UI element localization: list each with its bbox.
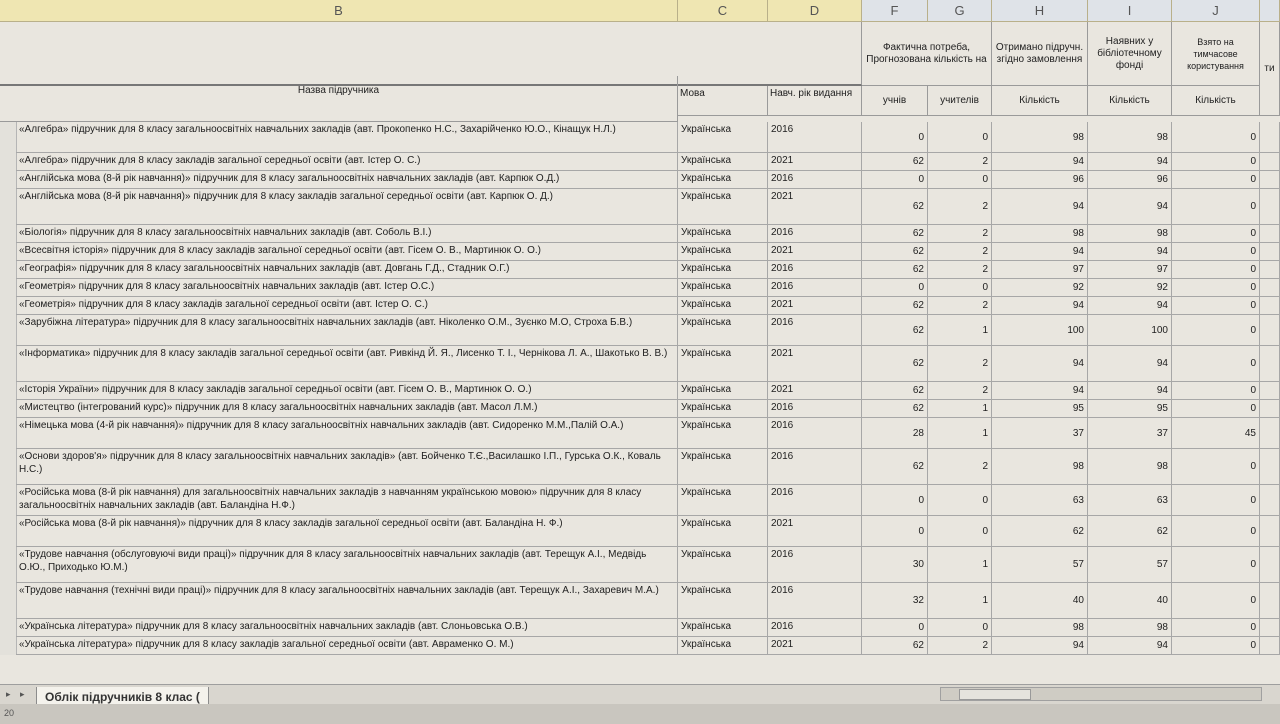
cell-temp[interactable]: 0 <box>1172 225 1260 243</box>
column-header-h[interactable]: H <box>992 0 1088 22</box>
table-row <box>0 297 1280 315</box>
cell-extra[interactable] <box>1260 583 1280 619</box>
cell-students[interactable]: 62 <box>862 189 928 225</box>
cell-students[interactable]: 28 <box>862 418 928 449</box>
table-row <box>0 619 1280 637</box>
table-row <box>0 153 1280 171</box>
cell-temp[interactable]: 0 <box>1172 153 1260 171</box>
cell-students[interactable]: 62 <box>862 243 928 261</box>
cell-available[interactable]: 62 <box>1088 516 1172 547</box>
cell-students[interactable]: 62 <box>862 153 928 171</box>
row-header[interactable] <box>0 485 17 516</box>
table-row <box>0 243 1280 261</box>
cell-title[interactable]: «Українська література» підручник для 8 класу загальноосвітніх навчальних закладів (авт. Слоньовська О.В.) <box>16 619 678 637</box>
header-title-column[interactable]: Назва підручника <box>0 76 678 106</box>
cell-title[interactable]: «Історія України» підручник для 8 класу закладів загальної середньої освіти (авт. Гісем О. В., Мартинюк О. О.) <box>16 382 678 400</box>
cell-temp[interactable]: 0 <box>1172 619 1260 637</box>
cell-temp[interactable]: 0 <box>1172 400 1260 418</box>
cell-extra[interactable] <box>1260 171 1280 189</box>
cell-students[interactable]: 0 <box>862 619 928 637</box>
cell-temp[interactable]: 0 <box>1172 583 1260 619</box>
cell-students[interactable]: 32 <box>862 583 928 619</box>
horizontal-scrollbar[interactable] <box>940 687 1262 701</box>
cell-year[interactable]: 2016 <box>768 315 862 346</box>
cell-lang[interactable]: Українська <box>678 637 768 655</box>
cell-extra[interactable] <box>1260 449 1280 485</box>
cell-title[interactable]: «Геометрія» підручник для 8 класу закладів загальної середньої освіти (авт. Істер О. С.) <box>16 297 678 315</box>
cell-title[interactable]: «Основи здоров'я» підручник для 8 класу загальноосвітніх навчальних закладів» (авт. Бойченко Т.Є.,Василашко І.П., Гурська О.К., Коваль Н.С.) <box>16 449 678 485</box>
row-header[interactable] <box>0 171 17 189</box>
cell-year[interactable]: 2021 <box>768 297 862 315</box>
cell-students[interactable]: 62 <box>862 261 928 279</box>
column-header-i[interactable]: I <box>1088 0 1172 22</box>
cell-available[interactable]: 63 <box>1088 485 1172 516</box>
cell-received[interactable]: 94 <box>992 346 1088 382</box>
status-left-text: 20 <box>4 708 15 718</box>
cell-title[interactable]: «Українська література» підручник для 8 класу закладів загальної середньої освіти (авт. Авраменко О. М.) <box>16 637 678 655</box>
row-header[interactable] <box>0 547 17 583</box>
cell-teachers[interactable]: 2 <box>928 637 992 655</box>
cell-extra[interactable] <box>1260 547 1280 583</box>
cell-teachers[interactable]: 2 <box>928 297 992 315</box>
cell-year[interactable]: 2016 <box>768 122 862 153</box>
header-count-temporary[interactable]: Кількість <box>1172 86 1260 116</box>
cell-temp[interactable]: 0 <box>1172 637 1260 655</box>
cell-temp[interactable]: 0 <box>1172 449 1260 485</box>
cell-extra[interactable] <box>1260 400 1280 418</box>
cell-year[interactable]: 2021 <box>768 516 862 547</box>
cell-available[interactable]: 57 <box>1088 547 1172 583</box>
cell-received[interactable]: 94 <box>992 637 1088 655</box>
cell-students[interactable]: 0 <box>862 279 928 297</box>
cell-lang[interactable]: Українська <box>678 449 768 485</box>
cell-title[interactable]: «Російська мова (8-й рік навчання) для загальноосвітніх навчальних закладів з навчанням українською мовою» підручник для 8 класу загальноосвітніх навчальних закладів (авт. Баландіна Н.Ф.) <box>16 485 678 516</box>
cell-available[interactable]: 94 <box>1088 243 1172 261</box>
column-header-b[interactable]: B <box>0 0 678 22</box>
cell-teachers[interactable]: 2 <box>928 225 992 243</box>
table-row <box>0 279 1280 297</box>
cell-available[interactable]: 100 <box>1088 315 1172 346</box>
cell-extra[interactable] <box>1260 297 1280 315</box>
header-extra[interactable]: ти <box>1260 22 1280 116</box>
table-row <box>0 171 1280 189</box>
cell-received[interactable]: 98 <box>992 449 1088 485</box>
header-received[interactable]: Отримано підручн. згідно замовлення <box>992 22 1088 86</box>
header-language[interactable]: Мова <box>678 86 768 116</box>
cell-lang[interactable]: Українська <box>678 122 768 153</box>
cell-available[interactable]: 94 <box>1088 297 1172 315</box>
cell-lang[interactable]: Українська <box>678 485 768 516</box>
cell-year[interactable]: 2021 <box>768 243 862 261</box>
cell-title[interactable]: «Німецька мова (4-й рік навчання)» підручник для 8 класу загальноосвітніх навчальних закладів (авт. Сидоренко М.М.,Палій О.А.) <box>16 418 678 449</box>
cell-students[interactable]: 62 <box>862 449 928 485</box>
cell-available[interactable]: 97 <box>1088 261 1172 279</box>
cell-teachers[interactable]: 0 <box>928 171 992 189</box>
table-row <box>0 449 1280 485</box>
cell-lang[interactable]: Українська <box>678 279 768 297</box>
cell-available[interactable]: 94 <box>1088 637 1172 655</box>
cell-students[interactable]: 0 <box>862 485 928 516</box>
cell-extra[interactable] <box>1260 382 1280 400</box>
cell-students[interactable]: 30 <box>862 547 928 583</box>
cell-received[interactable]: 62 <box>992 516 1088 547</box>
row-header[interactable] <box>0 346 17 382</box>
cell-lang[interactable]: Українська <box>678 315 768 346</box>
cell-year[interactable]: 2021 <box>768 382 862 400</box>
cell-teachers[interactable]: 2 <box>928 243 992 261</box>
cell-extra[interactable] <box>1260 315 1280 346</box>
cell-year[interactable]: 2021 <box>768 637 862 655</box>
row-header[interactable] <box>0 122 17 153</box>
cell-year[interactable]: 2016 <box>768 619 862 637</box>
row-header[interactable] <box>0 279 17 297</box>
column-header-d[interactable]: D <box>768 0 862 22</box>
table-row <box>0 382 1280 400</box>
cell-title[interactable]: «Англійська мова (8-й рік навчання)» підручник для 8 класу закладів загальної середньої освіти (авт. Карпюк О. Д.) <box>16 189 678 225</box>
cell-received[interactable]: 40 <box>992 583 1088 619</box>
row-header[interactable] <box>0 583 17 619</box>
cell-students[interactable]: 62 <box>862 637 928 655</box>
cell-received[interactable]: 97 <box>992 261 1088 279</box>
cell-teachers[interactable]: 0 <box>928 279 992 297</box>
header-year[interactable]: Навч. рік видання <box>768 86 862 116</box>
cell-received[interactable]: 94 <box>992 382 1088 400</box>
cell-teachers[interactable]: 0 <box>928 122 992 153</box>
cell-lang[interactable]: Українська <box>678 382 768 400</box>
cell-extra[interactable] <box>1260 485 1280 516</box>
cell-year[interactable]: 2021 <box>768 189 862 225</box>
table-row <box>0 547 1280 583</box>
cell-year[interactable]: 2016 <box>768 225 862 243</box>
cell-received[interactable]: 100 <box>992 315 1088 346</box>
header-students[interactable]: учнів <box>862 86 928 116</box>
cell-lang[interactable]: Українська <box>678 153 768 171</box>
cell-year[interactable]: 2016 <box>768 485 862 516</box>
cell-teachers[interactable]: 0 <box>928 619 992 637</box>
sheet-tab[interactable]: Облік підручників 8 клас ( <box>36 687 209 708</box>
cell-lang[interactable]: Українська <box>678 225 768 243</box>
column-header-g[interactable]: G <box>928 0 992 22</box>
table-row <box>0 225 1280 243</box>
cell-teachers[interactable]: 1 <box>928 583 992 619</box>
table-row <box>0 261 1280 279</box>
cell-extra[interactable] <box>1260 637 1280 655</box>
cell-title[interactable]: «Англійська мова (8-й рік навчання)» підручник для 8 класу загальноосвітніх навчальних закладів (авт. Карпюк О.Д.) <box>16 171 678 189</box>
cell-lang[interactable]: Українська <box>678 297 768 315</box>
cell-teachers[interactable]: 1 <box>928 315 992 346</box>
table-row <box>0 315 1280 346</box>
header-temporary[interactable]: Взято на тимчасове користування <box>1172 22 1260 86</box>
cell-extra[interactable] <box>1260 225 1280 243</box>
cell-extra[interactable] <box>1260 418 1280 449</box>
cell-received[interactable]: 98 <box>992 122 1088 153</box>
cell-temp[interactable]: 0 <box>1172 346 1260 382</box>
column-header-f[interactable]: F <box>862 0 928 22</box>
cell-extra[interactable] <box>1260 153 1280 171</box>
cell-temp[interactable]: 0 <box>1172 485 1260 516</box>
cell-teachers[interactable]: 2 <box>928 261 992 279</box>
cell-title[interactable]: «Трудове навчання (обслуговуючі види праці)» підручник для 8 класу загальноосвітніх навчальних закладів (авт. Терещук А.І., Медвідь О.Ю., Приходько Ю.М.) <box>16 547 678 583</box>
cell-year[interactable]: 2021 <box>768 153 862 171</box>
table-row <box>0 400 1280 418</box>
cell-students[interactable]: 62 <box>862 382 928 400</box>
status-bar <box>0 704 1280 724</box>
cell-year[interactable]: 2016 <box>768 261 862 279</box>
row-header[interactable] <box>0 297 17 315</box>
cell-temp[interactable]: 0 <box>1172 547 1260 583</box>
cell-available[interactable]: 94 <box>1088 346 1172 382</box>
row-header[interactable] <box>0 449 17 485</box>
cell-available[interactable]: 96 <box>1088 171 1172 189</box>
cell-extra[interactable] <box>1260 243 1280 261</box>
cell-received[interactable]: 94 <box>992 297 1088 315</box>
cell-lang[interactable]: Українська <box>678 261 768 279</box>
cell-title[interactable]: «Алгебра» підручник для 8 класу закладів загальної середньої освіти (авт. Істер О. С.) <box>16 153 678 171</box>
cell-available[interactable]: 94 <box>1088 189 1172 225</box>
cell-teachers[interactable]: 0 <box>928 485 992 516</box>
header-need-group[interactable]: Фактична потреба, Прогнозована кількість на <box>862 22 992 86</box>
header-teachers[interactable]: учителів <box>928 86 992 116</box>
cell-students[interactable]: 62 <box>862 225 928 243</box>
cell-received[interactable]: 92 <box>992 279 1088 297</box>
row-header[interactable] <box>0 189 17 225</box>
cell-lang[interactable]: Українська <box>678 400 768 418</box>
cell-year[interactable]: 2016 <box>768 400 862 418</box>
cell-received[interactable]: 96 <box>992 171 1088 189</box>
cell-teachers[interactable]: 1 <box>928 547 992 583</box>
header-spacer <box>0 106 678 122</box>
cell-students[interactable]: 0 <box>862 516 928 547</box>
cell-teachers[interactable]: 1 <box>928 400 992 418</box>
cell-temp[interactable]: 0 <box>1172 243 1260 261</box>
cell-available[interactable]: 95 <box>1088 400 1172 418</box>
cell-extra[interactable] <box>1260 261 1280 279</box>
row-header[interactable] <box>0 400 17 418</box>
cell-available[interactable]: 37 <box>1088 418 1172 449</box>
cell-title[interactable]: «Російська мова (8-й рік навчання)» підручник для 8 класу закладів загальної середньої освіти (авт. Баландіна Н. Ф.) <box>16 516 678 547</box>
row-header[interactable] <box>0 153 17 171</box>
row-header[interactable] <box>0 261 17 279</box>
cell-year[interactable]: 2016 <box>768 449 862 485</box>
cell-year[interactable]: 2016 <box>768 547 862 583</box>
cell-temp[interactable]: 0 <box>1172 516 1260 547</box>
cell-title[interactable]: «Зарубіжна література» підручник для 8 класу загальноосвітніх навчальних закладів (авт. Ніколенко О.М., Зуєнко М.О, Строха Б.В.) <box>16 315 678 346</box>
cell-title[interactable]: «Географія» підручник для 8 класу загальноосвітніх навчальних закладів (авт. Довгань Г.Д., Стадник О.Г.) <box>16 261 678 279</box>
cell-received[interactable]: 94 <box>992 189 1088 225</box>
cell-title[interactable]: «Інформатика» підручник для 8 класу закладів загальної середньої освіти (авт. Ривкінд Й. Я., Лисенко Т. І., Чернікова Л. А., Шакотько В. В.) <box>16 346 678 382</box>
cell-available[interactable]: 92 <box>1088 279 1172 297</box>
cell-lang[interactable]: Українська <box>678 583 768 619</box>
column-header-j[interactable]: J <box>1172 0 1260 22</box>
cell-lang[interactable]: Українська <box>678 547 768 583</box>
cell-students[interactable]: 0 <box>862 122 928 153</box>
cell-received[interactable]: 98 <box>992 619 1088 637</box>
cell-title[interactable]: «Алгебра» підручник для 8 класу загальноосвітніх навчальних закладів (авт. Прокопенко Н.С., Захарійченко Ю.О., Кінащук Н.Л.) <box>16 122 678 153</box>
cell-year[interactable]: 2016 <box>768 171 862 189</box>
cell-extra[interactable] <box>1260 516 1280 547</box>
cell-received[interactable]: 94 <box>992 153 1088 171</box>
row-header[interactable] <box>0 243 17 261</box>
cell-extra[interactable] <box>1260 346 1280 382</box>
cell-students[interactable]: 0 <box>862 171 928 189</box>
row-header[interactable] <box>0 418 17 449</box>
row-header[interactable] <box>0 315 17 346</box>
row-header[interactable] <box>0 516 17 547</box>
cell-temp[interactable]: 0 <box>1172 189 1260 225</box>
cell-year[interactable]: 2021 <box>768 346 862 382</box>
cell-temp[interactable]: 0 <box>1172 171 1260 189</box>
cell-students[interactable]: 62 <box>862 346 928 382</box>
table-row <box>0 418 1280 449</box>
table-row <box>0 583 1280 619</box>
cell-received[interactable]: 37 <box>992 418 1088 449</box>
cell-available[interactable]: 98 <box>1088 619 1172 637</box>
cell-teachers[interactable]: 1 <box>928 418 992 449</box>
cell-extra[interactable] <box>1260 279 1280 297</box>
cell-lang[interactable]: Українська <box>678 243 768 261</box>
table-row <box>0 122 1280 153</box>
table-row <box>0 485 1280 516</box>
column-header-c[interactable]: C <box>678 0 768 22</box>
cell-available[interactable]: 98 <box>1088 225 1172 243</box>
cell-extra[interactable] <box>1260 122 1280 153</box>
cell-received[interactable]: 98 <box>992 225 1088 243</box>
cell-temp[interactable]: 0 <box>1172 122 1260 153</box>
scrollbar-thumb[interactable] <box>959 689 1031 700</box>
cell-available[interactable]: 98 <box>1088 122 1172 153</box>
cell-title[interactable]: «Всесвітня історія» підручник для 8 класу закладів загальної середньої освіти (авт. Гісем О. В., Мартинюк О. О.) <box>16 243 678 261</box>
row-header[interactable] <box>0 225 17 243</box>
cell-available[interactable]: 94 <box>1088 153 1172 171</box>
cell-temp[interactable]: 45 <box>1172 418 1260 449</box>
table-row <box>0 346 1280 382</box>
table-row <box>0 637 1280 655</box>
cell-lang[interactable]: Українська <box>678 346 768 382</box>
row-header[interactable] <box>0 382 17 400</box>
cell-extra[interactable] <box>1260 189 1280 225</box>
header-count-available[interactable]: Кількість <box>1088 86 1172 116</box>
row-header[interactable] <box>0 637 17 655</box>
cell-received[interactable]: 63 <box>992 485 1088 516</box>
cell-temp[interactable]: 0 <box>1172 297 1260 315</box>
cell-teachers[interactable]: 2 <box>928 382 992 400</box>
first-sheet-icon[interactable]: ▸ <box>6 689 11 699</box>
cell-teachers[interactable]: 2 <box>928 449 992 485</box>
header-count-received[interactable]: Кількість <box>992 86 1088 116</box>
cell-available[interactable]: 40 <box>1088 583 1172 619</box>
cell-temp[interactable]: 0 <box>1172 279 1260 297</box>
column-header-k[interactable] <box>1260 0 1280 22</box>
cell-available[interactable]: 94 <box>1088 382 1172 400</box>
cell-title[interactable]: «Мистецтво (інтегрований курс)» підручник для 8 класу загальноосвітніх навчальних закладів (авт. Масол Л.М.) <box>16 400 678 418</box>
cell-teachers[interactable]: 2 <box>928 153 992 171</box>
cell-received[interactable]: 94 <box>992 243 1088 261</box>
cell-teachers[interactable]: 2 <box>928 346 992 382</box>
cell-students[interactable]: 62 <box>862 400 928 418</box>
cell-teachers[interactable]: 0 <box>928 516 992 547</box>
cell-lang[interactable]: Українська <box>678 189 768 225</box>
cell-lang[interactable]: Українська <box>678 516 768 547</box>
cell-temp[interactable]: 0 <box>1172 315 1260 346</box>
cell-teachers[interactable]: 2 <box>928 189 992 225</box>
cell-lang[interactable]: Українська <box>678 619 768 637</box>
cell-temp[interactable]: 0 <box>1172 261 1260 279</box>
cell-year[interactable]: 2016 <box>768 418 862 449</box>
row-header[interactable] <box>0 619 17 637</box>
header-available[interactable]: Наявних у бібліотечному фонді <box>1088 22 1172 86</box>
cell-available[interactable]: 98 <box>1088 449 1172 485</box>
table-row <box>0 516 1280 547</box>
cell-title[interactable]: «Біологія» підручник для 8 класу загальноосвітніх навчальних закладів (авт. Соболь В.І.) <box>16 225 678 243</box>
cell-received[interactable]: 95 <box>992 400 1088 418</box>
cell-students[interactable]: 62 <box>862 297 928 315</box>
next-sheet-icon[interactable]: ▸ <box>20 689 25 699</box>
cell-received[interactable]: 57 <box>992 547 1088 583</box>
cell-year[interactable]: 2016 <box>768 583 862 619</box>
cell-title[interactable]: «Геометрія» підручник для 8 класу загальноосвітніх навчальних закладів (авт. Істер О.С.) <box>16 279 678 297</box>
cell-lang[interactable]: Українська <box>678 171 768 189</box>
cell-temp[interactable]: 0 <box>1172 382 1260 400</box>
cell-title[interactable]: «Трудове навчання (технічні види праці)» підручник для 8 класу загальноосвітніх навчальних закладів (авт. Терещук А.І., Захаревич М.А.) <box>16 583 678 619</box>
cell-year[interactable]: 2016 <box>768 279 862 297</box>
cell-students[interactable]: 62 <box>862 315 928 346</box>
cell-lang[interactable]: Українська <box>678 418 768 449</box>
table-row <box>0 189 1280 225</box>
cell-extra[interactable] <box>1260 619 1280 637</box>
